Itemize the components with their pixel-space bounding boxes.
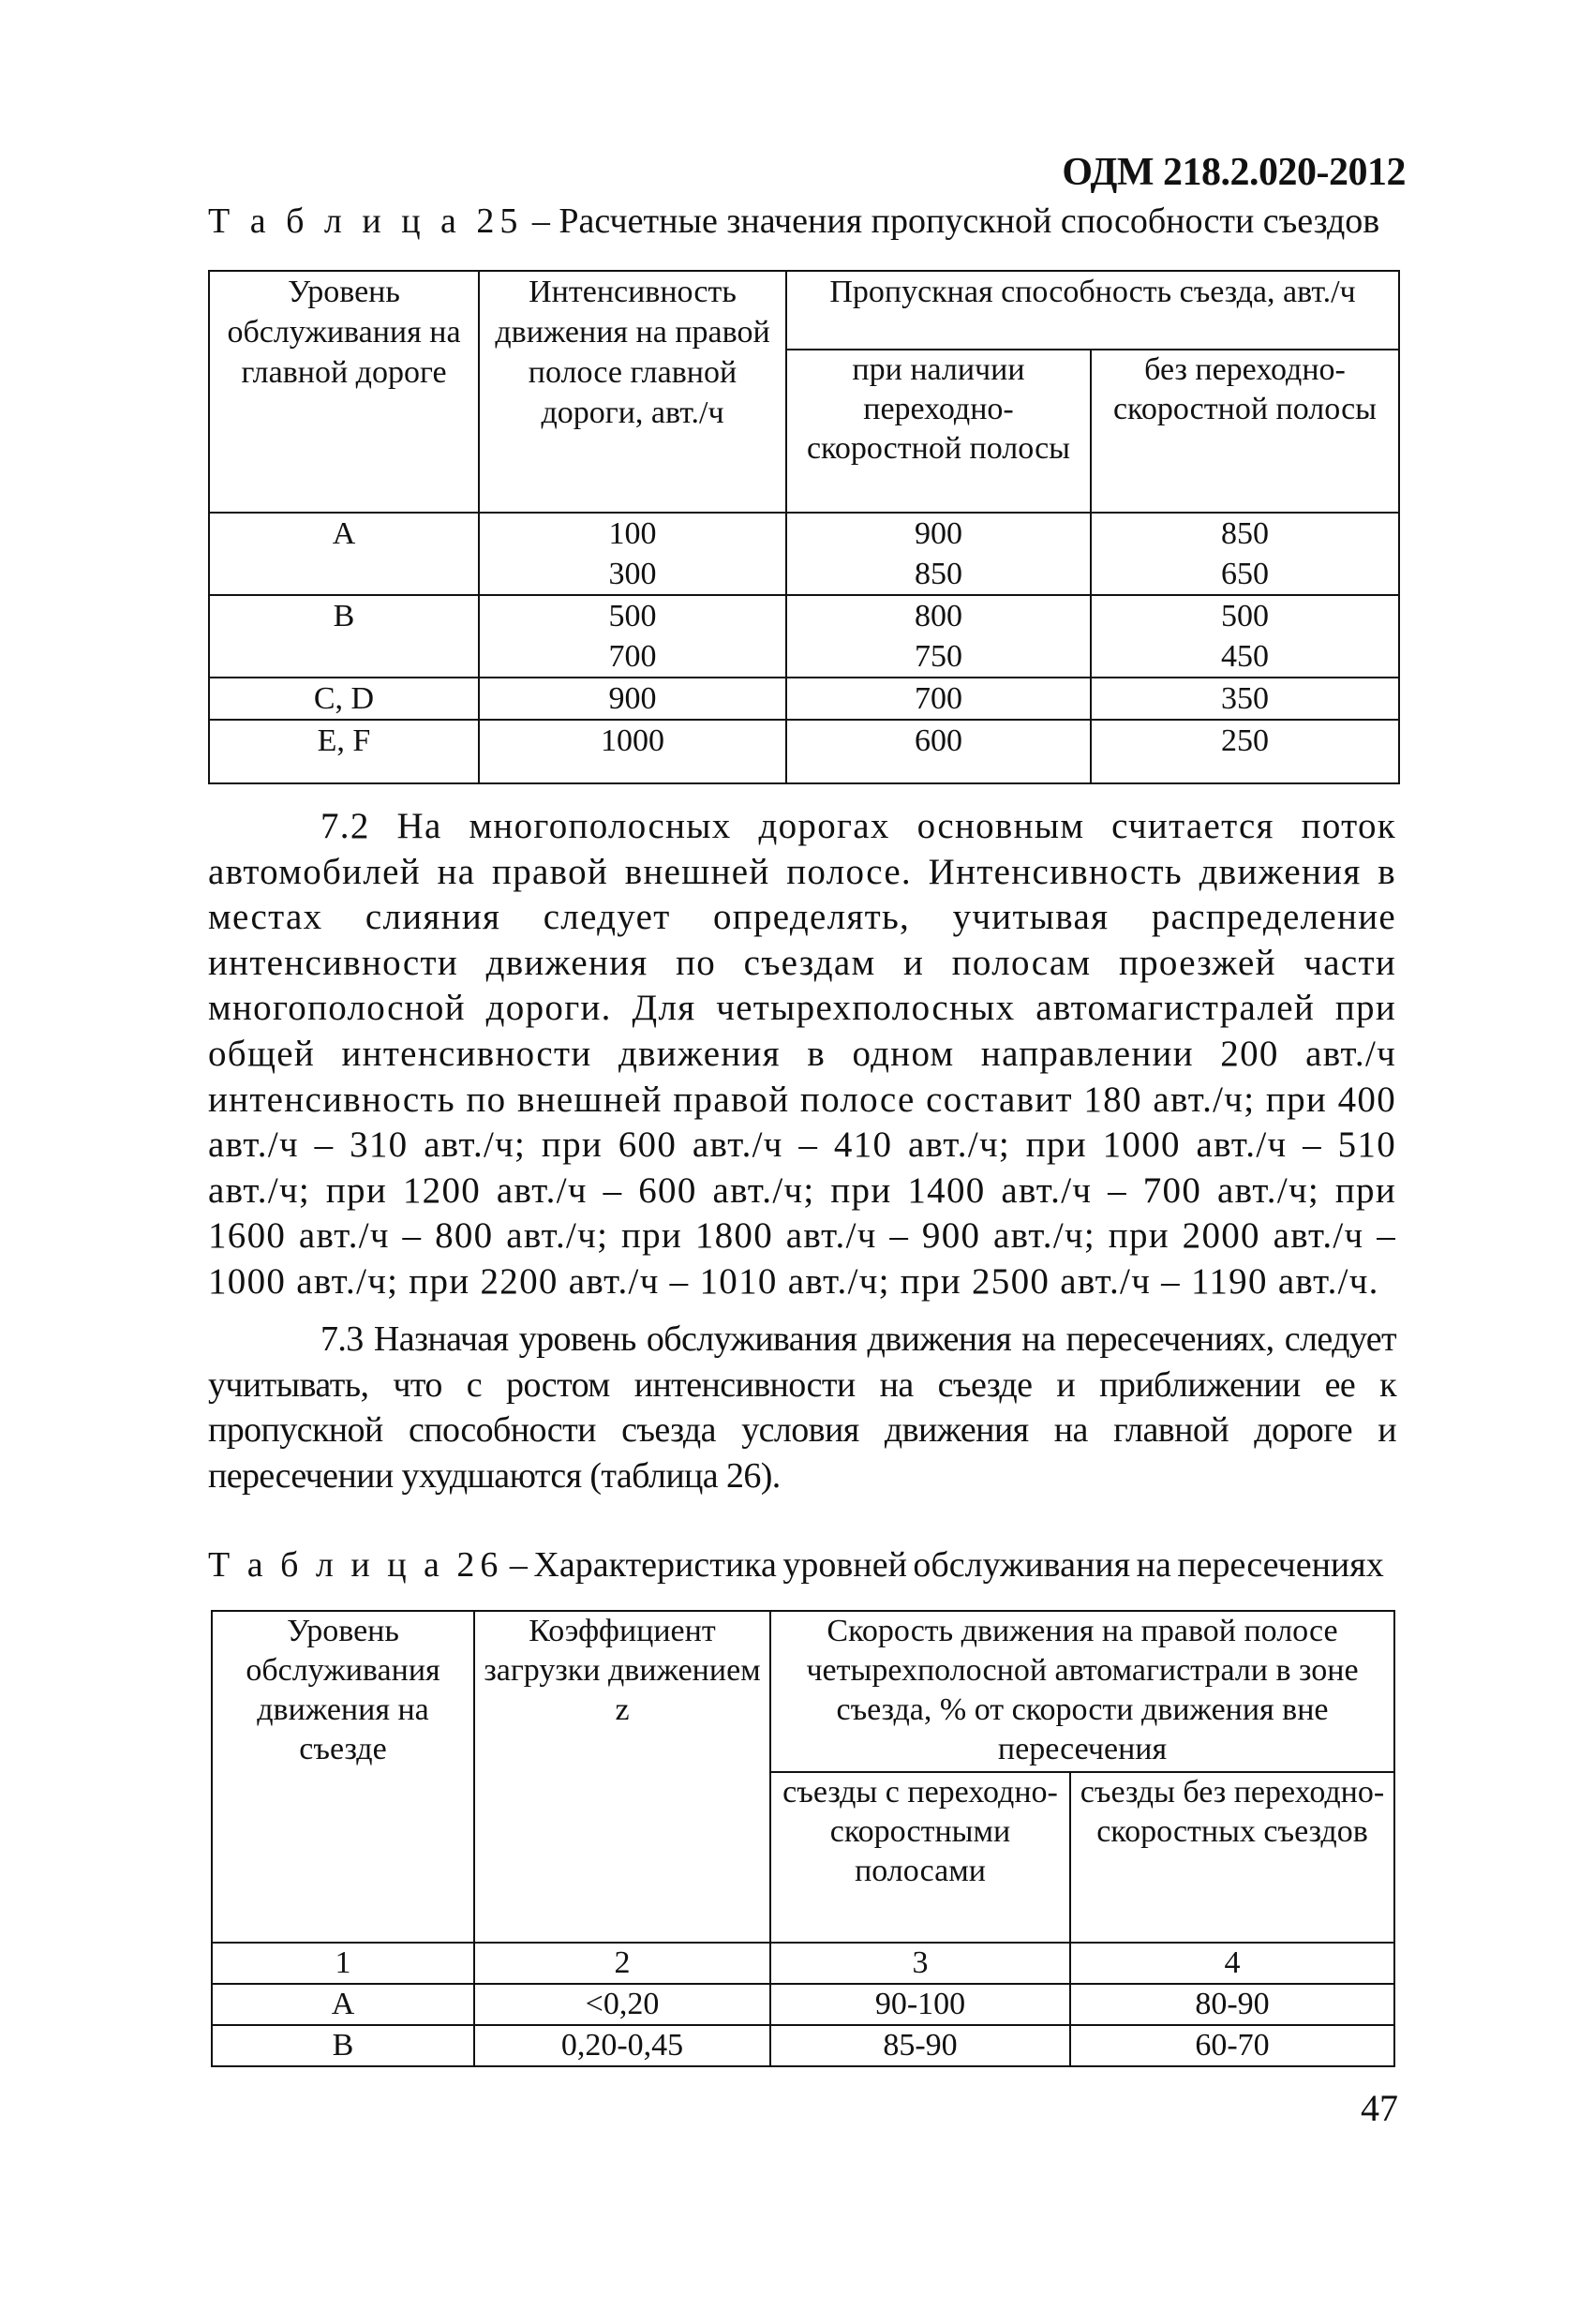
table-25-label: Т а б л и ц а 25 — [208, 201, 524, 241]
column-number: 4 — [1070, 1943, 1394, 1984]
table-row — [212, 2025, 1394, 2066]
table-25-title: – Расчетные значения пропускной способности съездов — [523, 201, 1380, 241]
header-service-level: Уровень обслуживания на главной дороге — [209, 271, 479, 513]
cell-with-lane: 900 — [786, 513, 1091, 554]
header-exits-without-lanes: съезды без переходно-скоростных съездов — [1070, 1772, 1394, 1943]
header-exit-capacity: Пропускная способность съезда, авт./ч — [786, 271, 1399, 350]
table-row — [212, 1984, 1394, 2025]
table-26-title: – Характеристика уровней обслуживания на пересечениях — [503, 1545, 1384, 1585]
cell-level: A — [209, 513, 479, 554]
cell-with-lane: 700 — [786, 678, 1091, 720]
cell-without-lanes: 60-70 — [1070, 2025, 1394, 2066]
cell-level: C, D — [209, 678, 479, 720]
table-header-row — [212, 1611, 1394, 1772]
header-exit-service-level: Уровень обслуживания движения на съезде — [212, 1611, 474, 1943]
cell-with-lane: 800 — [786, 595, 1091, 636]
cell-with-lane: 600 — [786, 720, 1091, 783]
cell-with-lanes: 90-100 — [770, 1984, 1070, 2025]
cell-level — [209, 554, 479, 595]
cell-intensity: 100 — [479, 513, 786, 554]
table-row — [209, 636, 1399, 678]
cell-intensity: 300 — [479, 554, 786, 595]
column-number: 1 — [212, 1943, 474, 1984]
table-row — [209, 678, 1399, 720]
table-row — [209, 595, 1399, 636]
document-code: ОДМ 218.2.020-2012 — [1062, 151, 1406, 194]
cell-coefficient: <0,20 — [474, 1984, 770, 2025]
paragraph-7-3 — [208, 1317, 1396, 1498]
service-levels-table — [211, 1610, 1395, 2067]
table-26-caption — [208, 1544, 1408, 1586]
table-row — [209, 720, 1399, 783]
cell-coefficient: 0,20-0,45 — [474, 2025, 770, 2066]
header-speed-on-right-lane: Скорость движения на правой полосе четырехполосной автомагистрали в зоне съезда, % от скорости движения вне пересечения — [770, 1611, 1394, 1772]
cell-without-lane: 350 — [1091, 678, 1399, 720]
cell-without-lane: 500 — [1091, 595, 1399, 636]
paragraph-7-2 — [208, 804, 1396, 1305]
cell-level: B — [212, 2025, 474, 2066]
table-row — [209, 513, 1399, 554]
cell-intensity: 700 — [479, 636, 786, 678]
table-header-row — [209, 271, 1399, 350]
header-with-accel-lane: при наличии переходно-скоростной полосы — [786, 350, 1091, 513]
column-number: 2 — [474, 1943, 770, 1984]
cell-level: E, F — [209, 720, 479, 783]
cell-with-lanes: 85-90 — [770, 2025, 1070, 2066]
column-number: 3 — [770, 1943, 1070, 1984]
column-number-row — [212, 1943, 1394, 1984]
cell-with-lane: 850 — [786, 554, 1091, 595]
header-main-road-intensity: Интенсивность движения на правой полосе главной дороги, авт./ч — [479, 271, 786, 513]
header-load-coefficient: Коэффициент загрузки движением z — [474, 1611, 770, 1943]
cell-with-lane: 750 — [786, 636, 1091, 678]
page-number: 47 — [1361, 2087, 1398, 2129]
cell-level — [209, 636, 479, 678]
cell-without-lane: 850 — [1091, 513, 1399, 554]
cell-without-lane: 650 — [1091, 554, 1399, 595]
cell-without-lane: 250 — [1091, 720, 1399, 783]
cell-intensity: 500 — [479, 595, 786, 636]
table-25-caption — [208, 201, 1408, 242]
cell-intensity: 900 — [479, 678, 786, 720]
cell-without-lanes: 80-90 — [1070, 1984, 1394, 2025]
capacity-table — [208, 270, 1400, 784]
header-without-accel-lane: без переходно-скоростной полосы — [1091, 350, 1399, 513]
table-26-label: Т а б л и ц а 26 — [208, 1545, 504, 1585]
cell-without-lane: 450 — [1091, 636, 1399, 678]
paragraph-7-3-text: 7.3 Назначая уровень обслуживания движения на пересечениях, следует учитывать, что с ростом интенсивности на съезде и приближении ее к пропускной способности съезда условия движения на главной дороге и пересечении ухудшаются (таблица 26). — [208, 1319, 1396, 1496]
cell-intensity: 1000 — [479, 720, 786, 783]
paragraph-7-2-text: 7.2 На многополосных дорогах основным считается поток автомобилей на правой внешней полосе. Интенсивность движения в местах слияния следует определять, учитывая распределение интенсивности движения по съездам и полосам проезжей части многополосной дороги. Для четырехполосных автомагистралей при общей интенсивности движения в одном направлении 200 авт./ч интенсивность по внешней правой полосе составит 180 авт./ч; при 400 авт./ч – 310 авт./ч; при 600 авт./ч – 410 авт./ч; при 1000 авт./ч – 510 авт./ч; при 1200 авт./ч – 600 авт./ч; при 1400 авт./ч – 700 авт./ч; при 1600 авт./ч – 800 авт./ч; при 1800 авт./ч – 900 авт./ч; при 2000 авт./ч – 1000 авт./ч; при 2200 авт./ч – 1010 авт./ч; при 2500 авт./ч – 1190 авт./ч. — [208, 806, 1396, 1302]
cell-level: B — [209, 595, 479, 636]
table-row — [209, 554, 1399, 595]
cell-level: A — [212, 1984, 474, 2025]
header-exits-with-lanes: съезды с переходно-скоростными полосами — [770, 1772, 1070, 1943]
